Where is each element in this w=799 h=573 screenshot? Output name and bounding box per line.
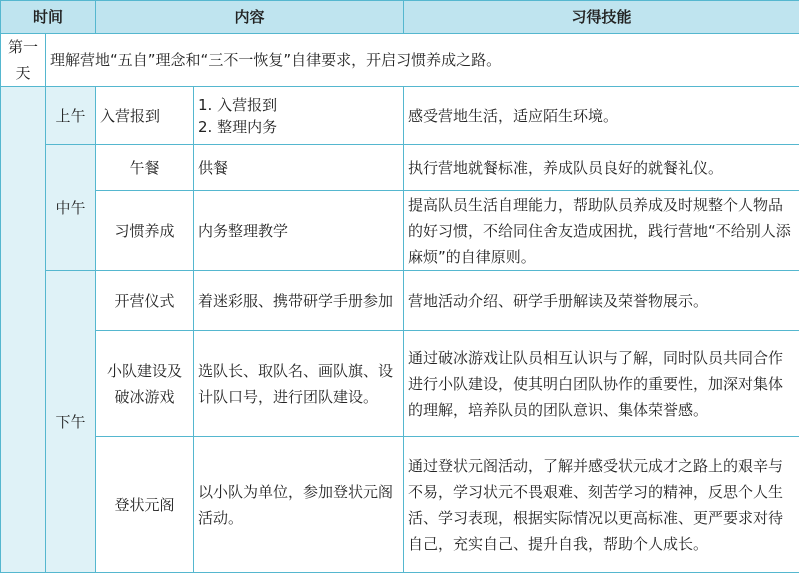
header-content: 内容	[96, 1, 404, 34]
activity-cell: 开营仪式	[96, 271, 194, 331]
content-cell: 着迷彩服、携带研学手册参加	[194, 271, 404, 331]
skill-cell: 提高队员生活自理能力，帮助队员养成及时规整个人物品的好习惯，不给同住舍友造成困扰，践行营地“不给别人添麻烦”的自律原则。	[404, 191, 799, 271]
day1-label: 第一天	[1, 34, 46, 87]
skill-cell: 通过登状元阁活动，了解并感受状元成才之路上的艰辛与不易，学习状元不畏艰难、刻苦学习的精神，反思个人生活、学习表现，根据实际情况以更高标准、更严要求对待自己，充实自己、提升自我，帮助个人成长。	[404, 437, 799, 573]
activity-cell: 入营报到	[96, 87, 194, 145]
activity-cell: 习惯养成	[96, 191, 194, 271]
period-morning: 上午	[46, 87, 96, 145]
day1-row	[1, 34, 799, 87]
day-spacer	[1, 87, 46, 573]
day1-summary: 理解营地“五自”理念和“三不一恢复”自律要求，开启习惯养成之路。	[46, 34, 799, 87]
table-row	[1, 271, 799, 331]
content-list-item: 2. 整理内务	[198, 116, 399, 138]
skill-cell: 执行营地就餐标准，养成队员良好的就餐礼仪。	[404, 145, 799, 191]
table-row	[1, 145, 799, 191]
table-row	[1, 87, 799, 145]
skill-cell: 通过破冰游戏让队员相互认识与了解，同时队员共同合作进行小队建设，使其明白团队协作的重要性，加深对集体的理解，培养队员的团队意识、集体荣誉感。	[404, 331, 799, 437]
content-cell: 选队长、取队名、画队旗、设计队口号，进行团队建设。	[194, 331, 404, 437]
header-time: 时间	[1, 1, 96, 34]
header-row	[1, 1, 799, 34]
content-list-item: 1. 入营报到	[198, 94, 399, 116]
activity-cell: 登状元阁	[96, 437, 194, 573]
content-cell: 供餐	[194, 145, 404, 191]
period-afternoon: 下午	[46, 271, 96, 573]
activity-cell: 午餐	[96, 145, 194, 191]
content-cell: 以小队为单位，参加登状元阁活动。	[194, 437, 404, 573]
skill-cell: 营地活动介绍、研学手册解读及荣誉物展示。	[404, 271, 799, 331]
period-noon: 中午	[46, 145, 96, 271]
table-row	[1, 437, 799, 573]
content-list	[194, 87, 404, 145]
header-skills: 习得技能	[404, 1, 799, 34]
skill-cell: 感受营地生活，适应陌生环境。	[404, 87, 799, 145]
content-cell: 内务整理教学	[194, 191, 404, 271]
activity-cell: 小队建设及破冰游戏	[96, 331, 194, 437]
table-row	[1, 191, 799, 271]
table-row	[1, 331, 799, 437]
